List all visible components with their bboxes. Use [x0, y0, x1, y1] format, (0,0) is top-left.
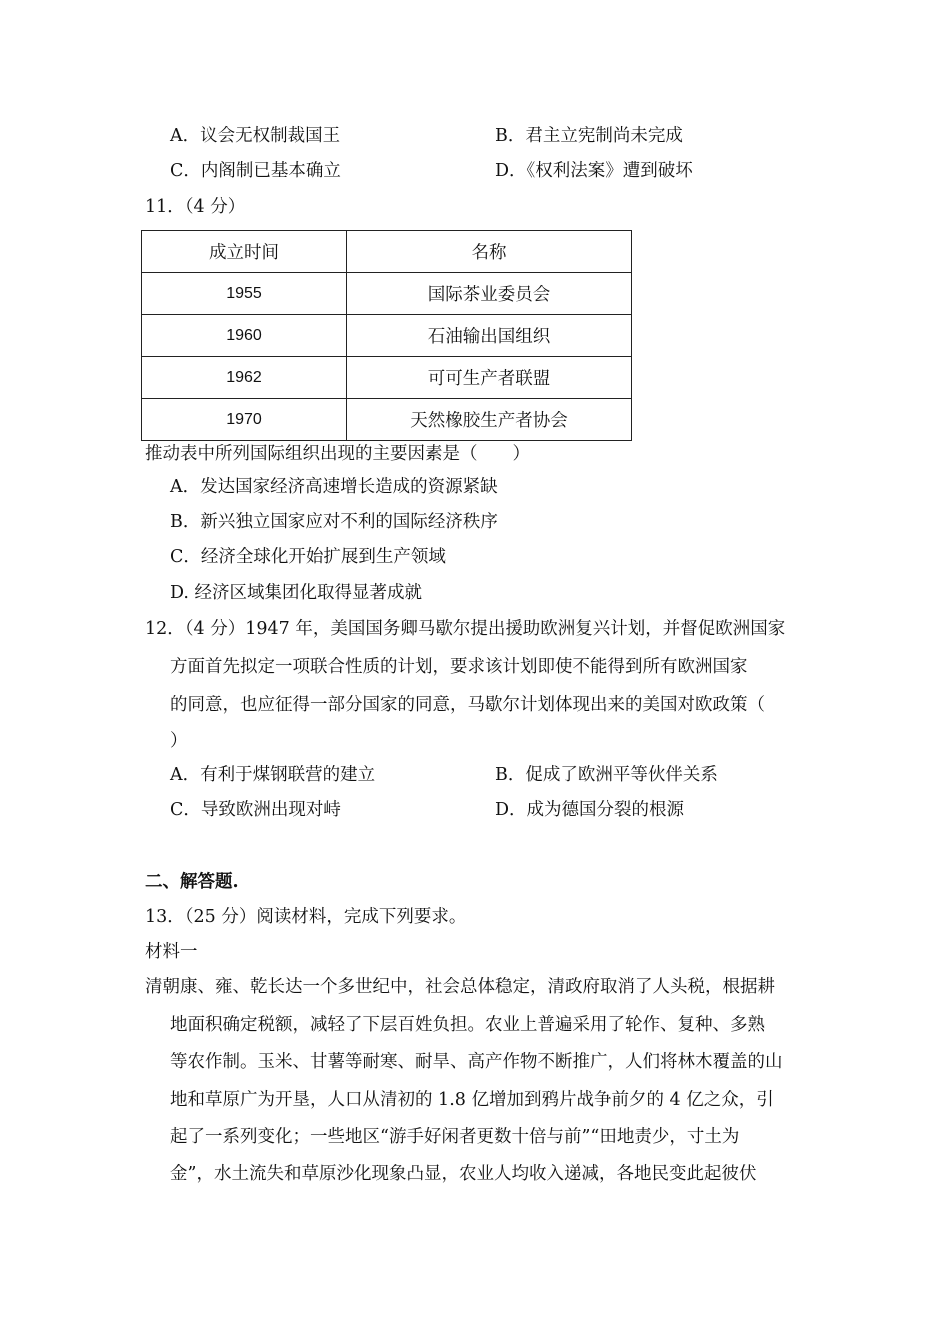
column-header-time: 成立时间 [142, 231, 347, 273]
material-line: 金”，水土流失和草原沙化现象凸显，农业人均收入递减，各地民变此起彼伏 [170, 1164, 757, 1184]
table-cell-year: 1962 [142, 357, 347, 399]
q10-option-d: D．《权利法案》遭到破坏 [495, 161, 693, 181]
table-row [142, 273, 632, 315]
material-line: 地面积确定税额，减轻了下层百姓负担。农业上普遍采用了轮作、复种、多熟 [170, 1015, 765, 1035]
q12-option-c: C．导致欧洲出现对峙 [170, 800, 341, 820]
q13-header: 13．（25 分）阅读材料，完成下列要求。 [145, 907, 467, 927]
q11-option-c: C．经济全球化开始扩展到生产领域 [170, 547, 446, 567]
q11-header: 11．（4 分） [145, 197, 246, 217]
table-cell-year: 1970 [142, 399, 347, 441]
section-title: 二、解答题. [145, 872, 239, 892]
q10-option-c: C．内阁制已基本确立 [170, 161, 341, 181]
table-cell-name: 可可生产者联盟 [347, 357, 632, 399]
material-line: 清朝康、雍、乾长达一个多世纪中，社会总体稳定，清政府取消了人头税，根据耕 [145, 977, 775, 997]
q12-option-b: B．促成了欧洲平等伙伴关系 [495, 765, 718, 785]
material-line: 地和草原广为开垦，人口从清初的 1.8 亿增加到鸦片战争前夕的 4 亿之众，引 [170, 1090, 774, 1110]
q11-option-b: B．新兴独立国家应对不利的国际经济秩序 [170, 512, 498, 532]
table-cell-name: 国际茶业委员会 [347, 273, 632, 315]
material-line: 等农作制。玉米、甘薯等耐寒、耐旱、高产作物不断推广，人们将林木覆盖的山 [170, 1052, 783, 1072]
material-label: 材料一 [145, 942, 198, 962]
column-header-name: 名称 [347, 231, 632, 273]
table-cell-year: 1955 [142, 273, 347, 315]
q11-option-d: D. 经济区域集团化取得显著成就 [170, 583, 423, 603]
table-cell-name: 天然橡胶生产者协会 [347, 399, 632, 441]
q12-line-2: 方面首先拟定一项联合性质的计划，要求该计划即使不能得到所有欧洲国家 [170, 657, 748, 677]
table-row [142, 399, 632, 441]
organizations-table [141, 230, 632, 441]
q12-option-a: A．有利于煤钢联营的建立 [170, 765, 376, 785]
q10-option-b: B．君主立宪制尚未完成 [495, 126, 683, 146]
q12-option-d: D．成为德国分裂的根源 [495, 800, 685, 820]
q12-line-3: 的同意，也应征得一部分国家的同意，马歇尔计划体现出来的美国对欧政策（ [170, 695, 765, 715]
table-cell-year: 1960 [142, 315, 347, 357]
table-row [142, 315, 632, 357]
q10-option-a: A．议会无权制裁国王 [170, 126, 341, 146]
q11-stem: 推动表中所列国际组织出现的主要因素是（ ） [145, 444, 530, 464]
table-row [142, 357, 632, 399]
q12-line-1: 12．（4 分）1947 年，美国国务卿马歇尔提出援助欧洲复兴计划，并督促欧洲国家 [145, 619, 786, 639]
material-line: 起了一系列变化；一些地区“游手好闲者更数十倍与前”“田地责少，寸土为 [170, 1127, 740, 1147]
q11-option-a: A．发达国家经济高速增长造成的资源紧缺 [170, 477, 498, 497]
table-cell-name: 石油输出国组织 [347, 315, 632, 357]
table-header-row [142, 231, 632, 273]
q12-line-4: ） [170, 731, 188, 751]
